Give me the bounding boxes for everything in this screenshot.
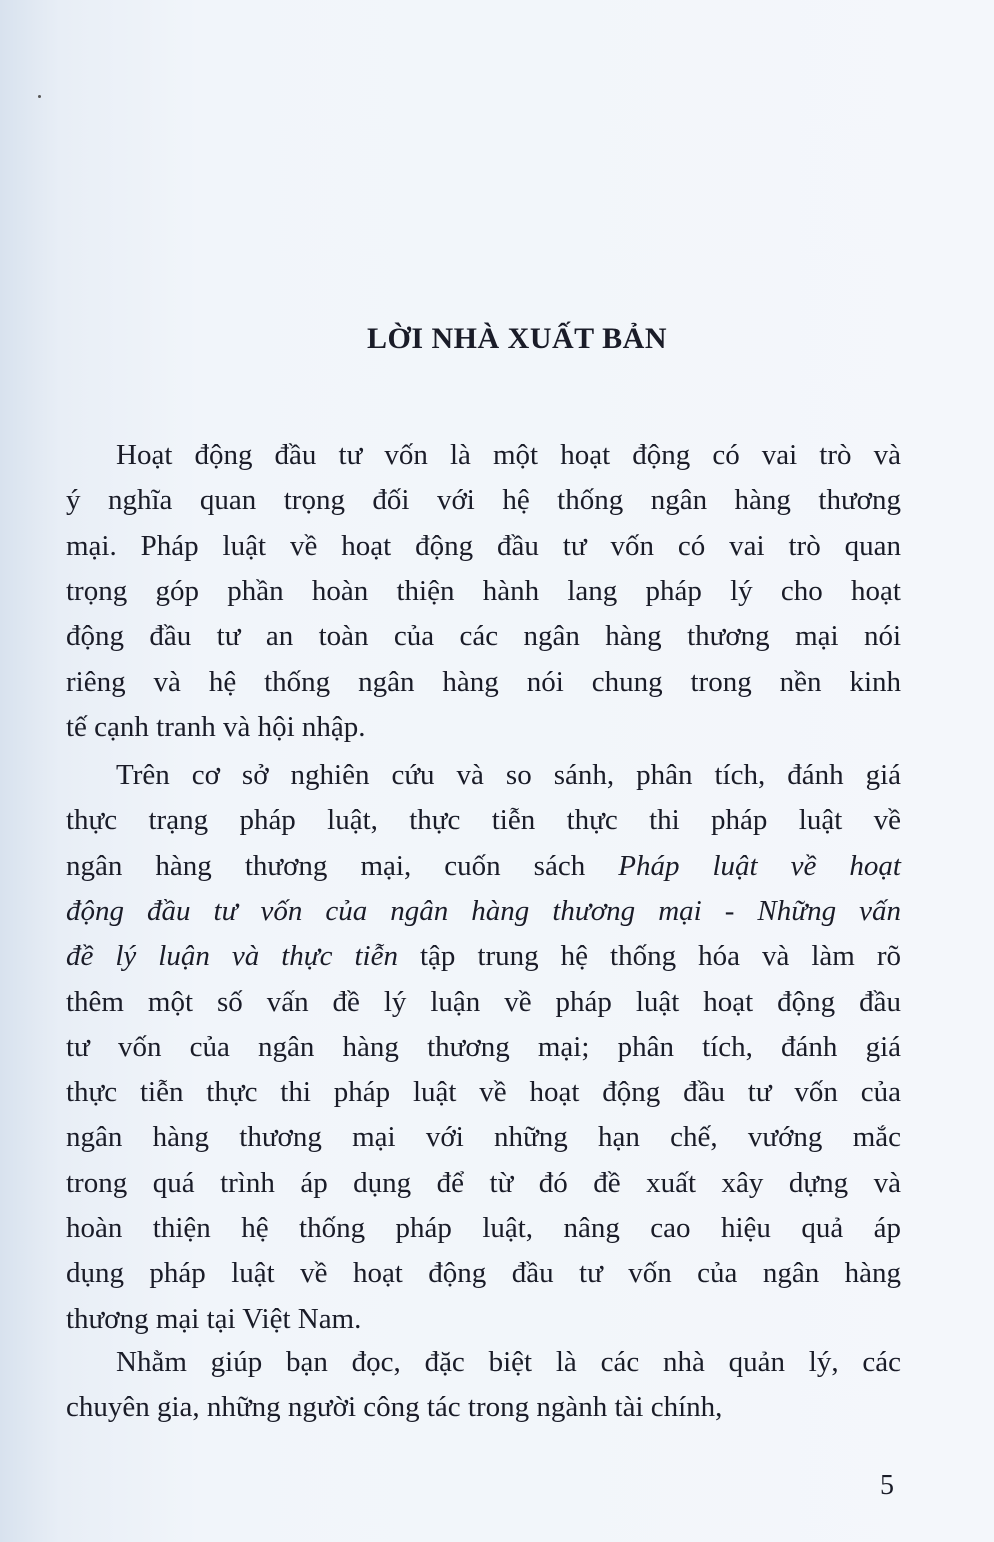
body-text: trọng góp phần hoàn thiện hành lang pháp lý cho hoạt (66, 574, 901, 607)
paragraph-2-line (66, 849, 901, 883)
paragraph-1-line (66, 665, 901, 699)
body-text: thương mại tại Việt Nam. (66, 1302, 362, 1335)
body-text: ngân hàng thương mại với những hạn chế, vướng mắc (66, 1121, 901, 1154)
paragraph-2-line (66, 1211, 901, 1245)
body-text: Nhằm giúp bạn đọc, đặc biệt là các nhà quản lý, các (116, 1346, 901, 1378)
body-text: trong quá trình áp dụng để từ đó đề xuất xây dựng và (66, 1166, 901, 1199)
body-text: tế cạnh tranh và hội nhập. (66, 710, 366, 743)
paragraph-1-line (66, 529, 901, 563)
body-text: thực trạng pháp luật, thực tiễn thực thi pháp luật về (66, 804, 901, 837)
paragraph-2-line (66, 1030, 901, 1064)
body-text: tư vốn của ngân hàng thương mại; phân tích, đánh giá (66, 1030, 901, 1063)
body-text: thêm một số vấn đề lý luận về pháp luật hoạt động đầu (66, 985, 901, 1018)
body-text: ý nghĩa quan trọng đối với hệ thống ngân hàng thương (66, 484, 901, 517)
paragraph-2-line (66, 1075, 901, 1109)
paragraph-3-line (116, 1345, 901, 1379)
paragraph-2-line (66, 1166, 901, 1200)
body-text: ngân hàng thương mại, cuốn sách (66, 849, 619, 882)
body-text: mại. Pháp luật về hoạt động đầu tư vốn có vai trò quan (66, 529, 901, 562)
body-text: thực tiễn thực thi pháp luật về hoạt động đầu tư vốn của (66, 1076, 901, 1109)
paragraph-2-line (116, 758, 901, 792)
italic-book-title-text: đề lý luận và thực tiễn (66, 940, 398, 973)
paragraph-2-line (66, 1302, 901, 1336)
body-text: dụng pháp luật về hoạt động đầu tư vốn của ngân hàng (66, 1257, 901, 1290)
paragraph-2-line (66, 1120, 901, 1154)
page-number: 5 (880, 1470, 894, 1501)
paragraph-1-line (66, 619, 901, 653)
paragraph-1-line (66, 483, 901, 517)
italic-book-title-text: Pháp luật về hoạt (618, 849, 901, 882)
body-text: hoàn thiện hệ thống pháp luật, nâng cao hiệu quả áp (66, 1212, 901, 1244)
paragraph-1-line (116, 438, 901, 472)
paragraph-2-line (66, 894, 901, 928)
paragraph-2-line (66, 939, 901, 973)
body-text: tập trung hệ thống hóa và làm rõ (398, 940, 901, 973)
paragraph-3-line (66, 1390, 901, 1424)
paragraph-2-line (66, 1256, 901, 1290)
body-text: động đầu tư an toàn của các ngân hàng thương mại nói (66, 620, 901, 653)
paragraph-1-line (66, 710, 901, 744)
body-text: riêng và hệ thống ngân hàng nói chung trong nền kinh (66, 665, 901, 698)
body-text: Trên cơ sở nghiên cứu và so sánh, phân tích, đánh giá (116, 759, 901, 791)
paragraph-2-line (66, 985, 901, 1019)
body-text: chuyên gia, những người công tác trong ngành tài chính, (66, 1391, 723, 1424)
page-title: LỜI NHÀ XUẤT BẢN (367, 322, 667, 355)
body-text: Hoạt động đầu tư vốn là một hoạt động có vai trò và (116, 439, 901, 471)
scan-speck (38, 95, 41, 98)
paragraph-2-line (66, 803, 901, 837)
italic-book-title-text: động đầu tư vốn của ngân hàng thương mại - Những vấn (66, 894, 901, 927)
paragraph-1-line (66, 574, 901, 608)
